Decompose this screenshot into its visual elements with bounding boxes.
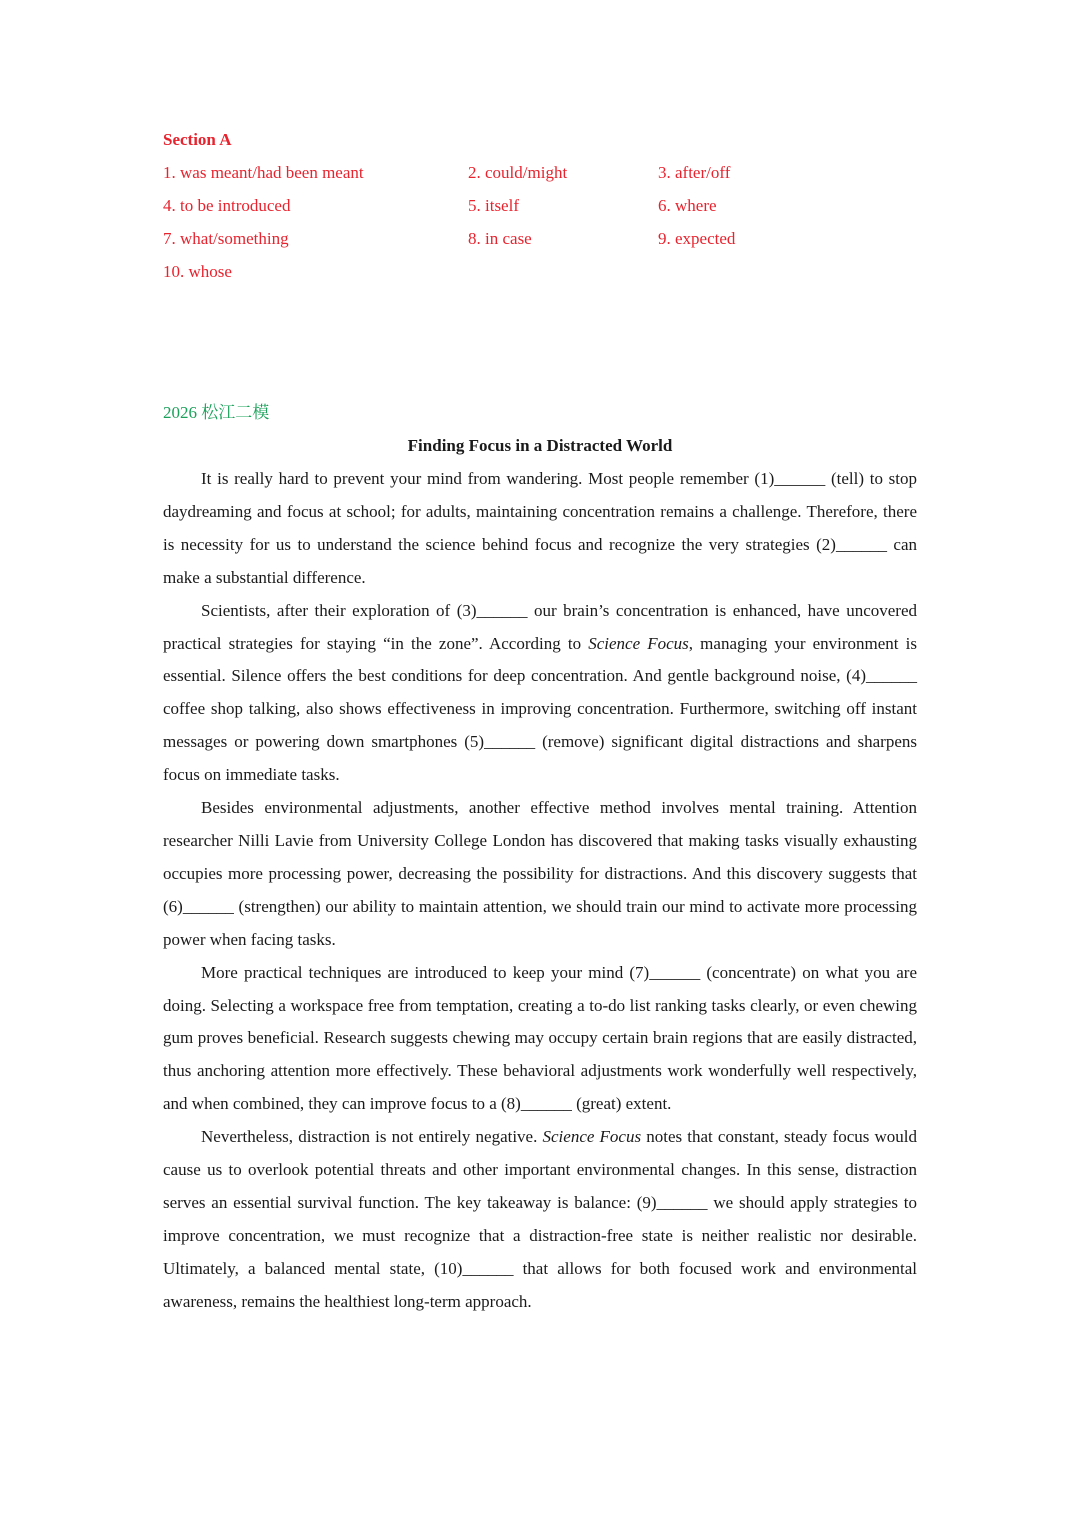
section-a-heading: Section A (163, 130, 232, 149)
paragraph-2-text-a: Scientists, after their exploration of (3)______ our brain’s concentration is enhanced, have uncovered practical strategies for staying “in the zone”. According to (163, 600, 917, 653)
paragraph-1: It is really hard to prevent your mind from wandering. Most people remember (1)______ (tell) to stop daydreaming and focus at school; for adults, maintaining concentration remains a challenge. Therefore, there is necessity for us to understand the science behind focus and recognize the very strategies (2)______ can make a substantial difference. (163, 469, 917, 587)
paragraph-5 (163, 1121, 917, 1318)
article-title: Finding Focus in a Distracted World (407, 436, 673, 455)
answer-7: 7. what/something (163, 229, 289, 248)
publication-name: Science Focus (588, 633, 689, 653)
answer-9: 9. expected (658, 229, 736, 248)
paragraph-2 (163, 595, 917, 792)
answer-6: 6. where (658, 196, 717, 215)
exam-source-label: 2026 松江二模 (163, 403, 270, 422)
paragraph-3: Besides environmental adjustments, another effective method involves mental training. Attention researcher Nilli Lavie from University College London has discovered that making tasks visually exhausting occupies more processing power, decreasing the possibility for distractions. And this discovery suggests that (6)______ (strengthen) our ability to maintain attention, we should train our mind to activate more processing power when facing tasks. (163, 798, 917, 949)
answer-4: 4. to be introduced (163, 196, 291, 215)
paragraph-5-text-b: notes that constant, steady focus would cause us to overlook potential threats and other important environmental changes. In this sense, distraction serves an essential survival function. The key takeaway is balance: (9)______ we should apply strategies to improve concentration, we must recognize that a distraction-free state is neither realistic nor desirable. Ultimately, a balanced mental state, (10)______ that allows for both focused work and environmental awareness, remains the healthiest long-term approach. (163, 1127, 918, 1311)
answer-2: 2. could/might (468, 163, 568, 182)
article-body (163, 463, 917, 1319)
answer-10: 10. whose (163, 262, 232, 281)
paragraph-4: More practical techniques are introduced to keep your mind (7)______ (concentrate) on what you are doing. Selecting a workspace free from temptation, creating a to-do list ranking tasks clearly, or even chewing gum proves beneficial. Research suggests chewing may occupy certain brain regions that are easily distracted, thus anchoring attention more effectively. These behavioral adjustments work wonderfully well respectively, and when combined, they can improve focus to a (8)______ (great) extent. (163, 962, 917, 1114)
paragraph-2-text-b: , managing your environment is essential. Silence offers the best conditions for deep concentration. And gentle background noise, (4)______ coffee shop talking, also shows effectiveness in improving concentration. Furthermore, switching off instant messages or powering down smartphones (5)______ (remove) significant digital distractions and sharpens focus on immediate tasks. (163, 633, 917, 785)
publication-name: Science Focus (542, 1127, 642, 1147)
answer-5: 5. itself (468, 196, 519, 215)
answer-1: 1. was meant/had been meant (163, 163, 364, 182)
answer-8: 8. in case (468, 229, 532, 248)
paragraph-5-text-a: Nevertheless, distraction is not entirely negative. (201, 1127, 543, 1147)
answer-3: 3. after/off (658, 163, 731, 182)
